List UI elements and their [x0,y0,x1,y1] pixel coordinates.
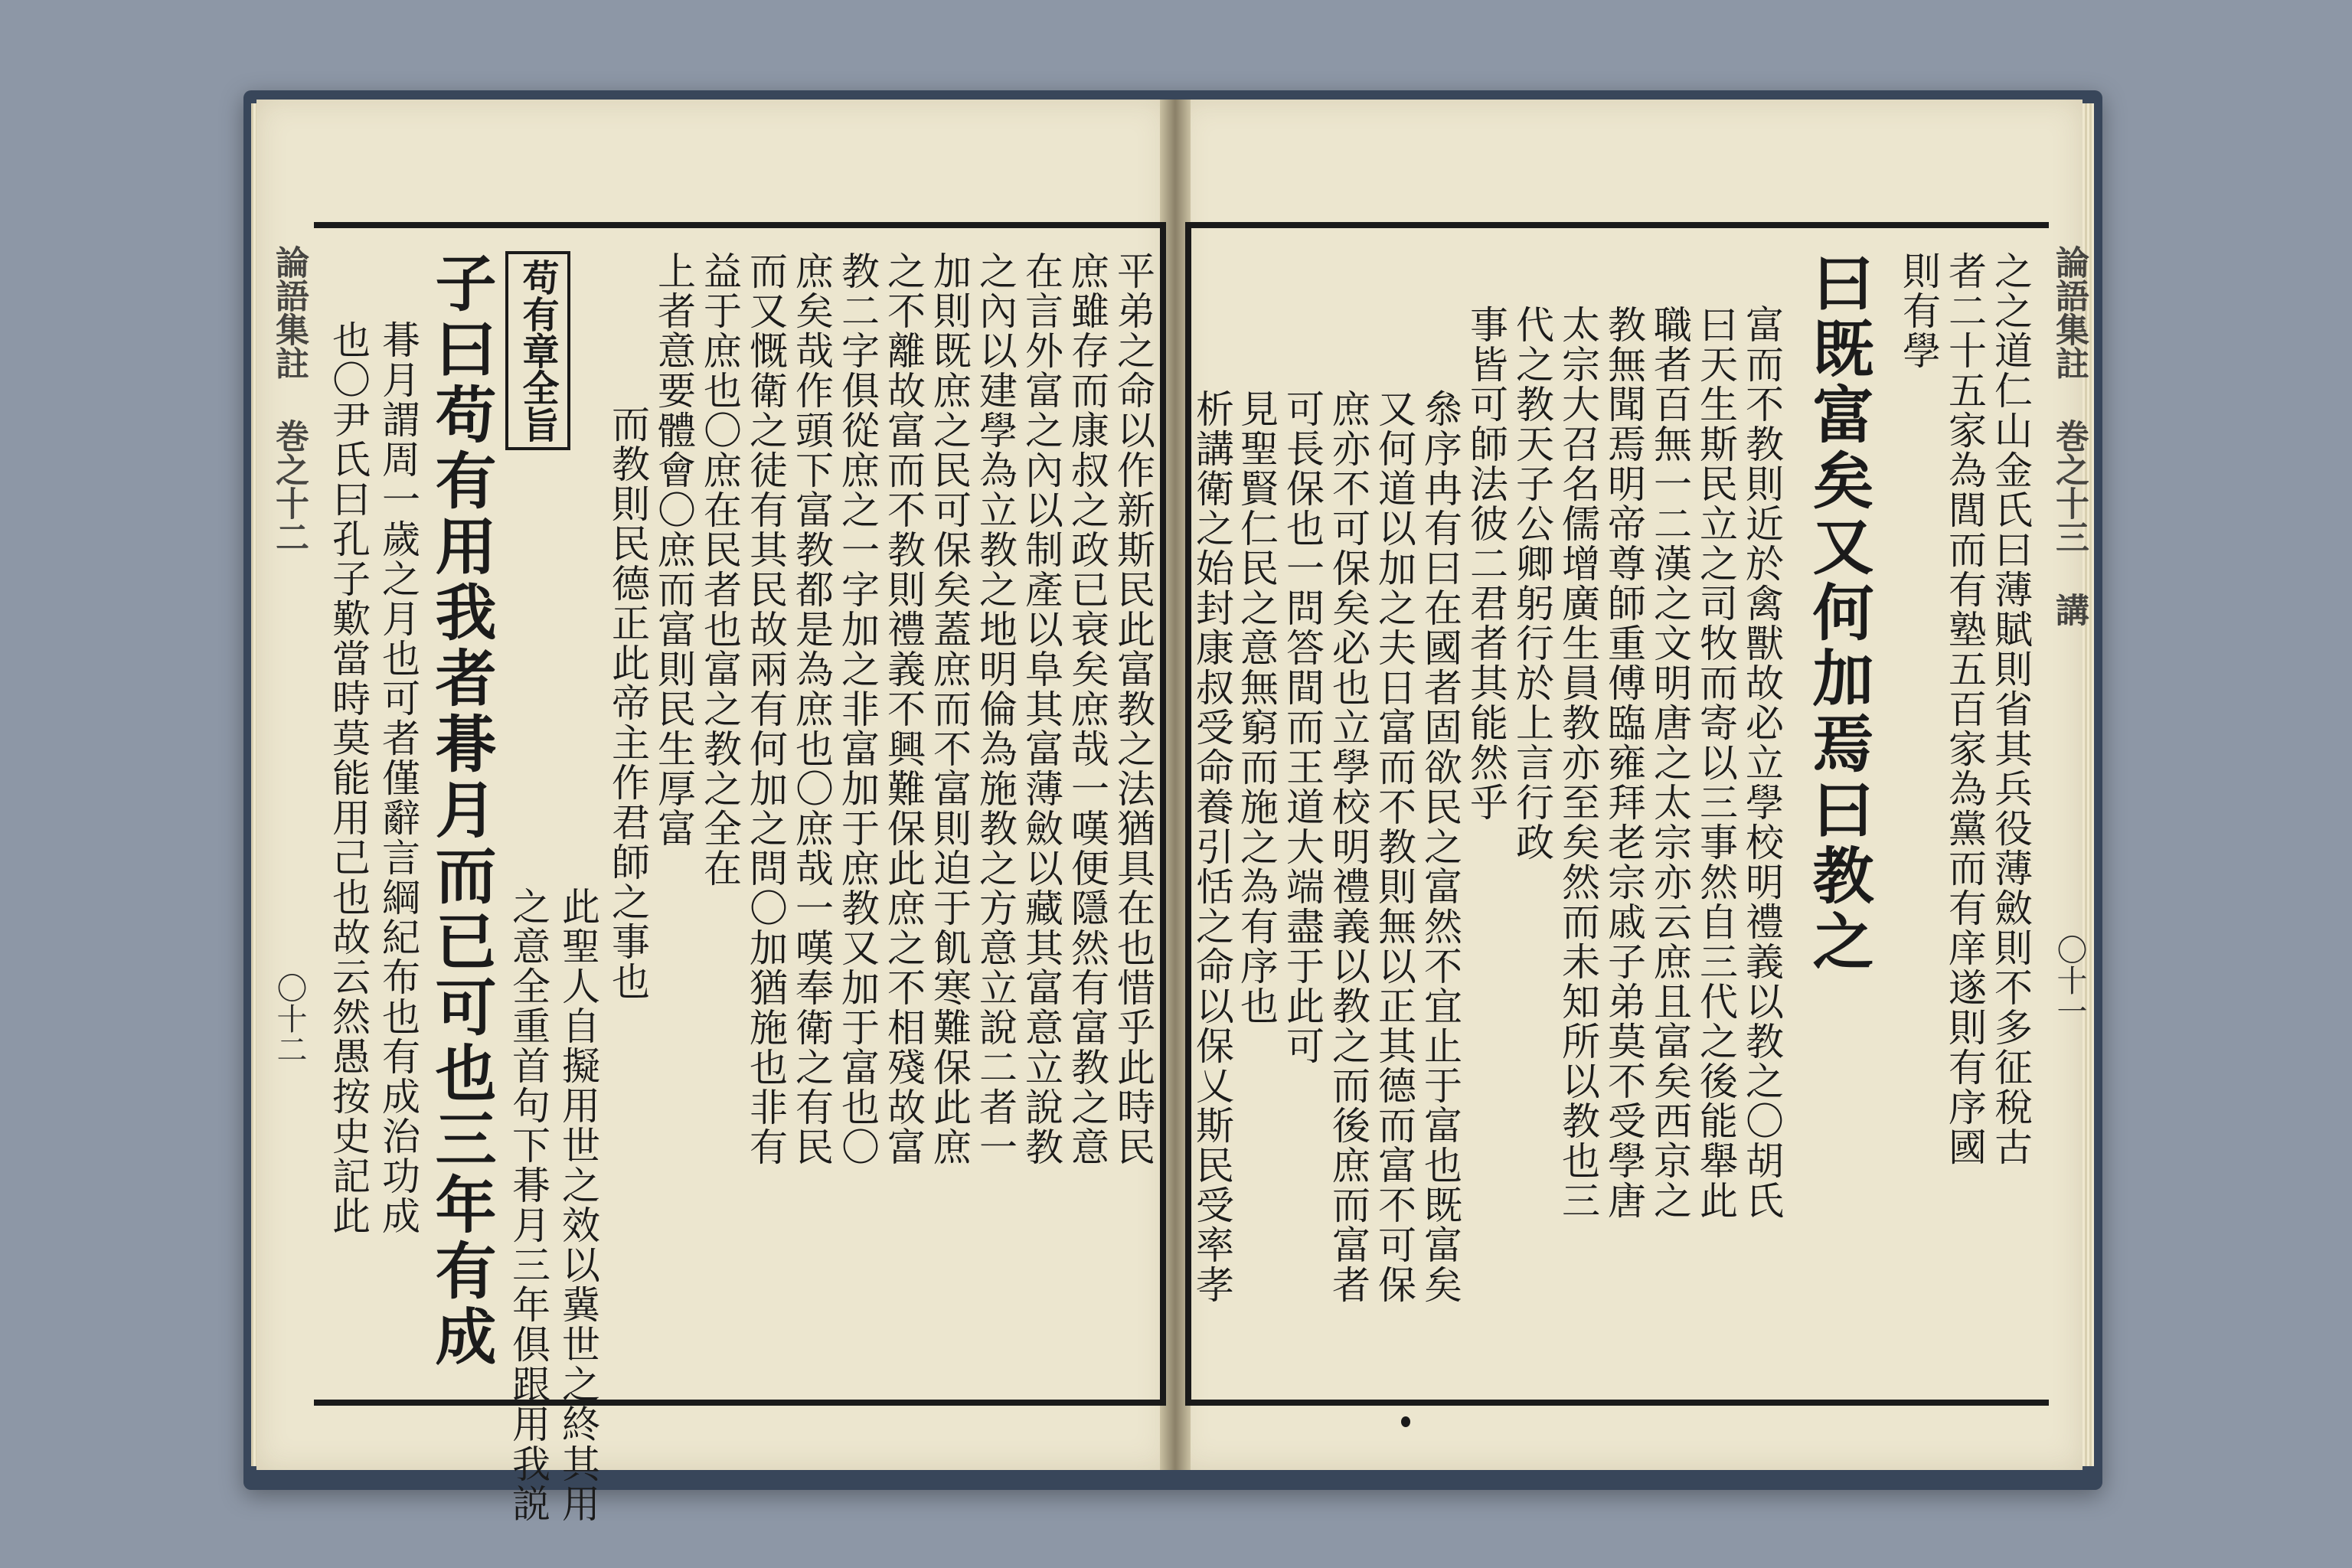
text-column: 職者百無一二漢之文明唐之太宗亦云庶且富矣西京之 [1648,305,1692,1220]
left-text-frame [314,222,1166,1524]
text-column: 曰天生斯民立之司牧而寄以三事然自三代之後能舉此 [1694,305,1738,1220]
main-text: 曰既富矣又何加焉曰教之 [1802,251,1874,975]
text-column: 也〇尹氏曰孔子歎當時莫能用己也故云然愚按史記此 [326,320,371,1236]
text-column: 可長保也一問答間而王道大端盡于此可 [1280,389,1325,1066]
text-column: 見聖賢仁民之意無窮而施之為有序也 [1234,389,1279,1026]
chapter-heading: 苟有章全旨 [505,251,570,450]
text-column: 益于庶也〇庶在民者也富之教之全在 [697,251,742,888]
text-column: 富而不教則近於禽獸故必立學校明禮義以教之〇胡氏 [1740,305,1784,1220]
text-column: 教二字俱從庶之一字加之非富加于庶教又加于富也〇 [835,251,880,1167]
text-column: 析講衛之始封康叔受命養引恬之命以保乂斯民受率孝 [1190,389,1234,1305]
text-column: 庶亦不可保矣必也立學校明禮義以教之而後庶而富者 [1326,389,1370,1305]
text-column: 太宗大召名儒增廣生員教亦至矣然而未知所以教也三 [1556,305,1600,1220]
text-column: 而又慨衛之徒有其民故兩有何加之問〇加猶施也非有 [743,251,788,1167]
text-column: 之意全重首句下朞月三年俱跟用我説 [506,887,550,1524]
text-column: 叅序冉有曰在國者固欲民之富然不宜止于富也既富矣 [1418,389,1462,1305]
text-column: 朞月謂周一歲之月也可者僅辭言綱紀布也有成治功成 [376,320,420,1236]
text-column: 庶雖存而康叔之政已衰矣庶哉一嘆便隱然有富教之意 [1065,251,1109,1167]
text-column: 教無聞焉明帝尊師重傅臨雍拜老宗戚子弟莫不受學唐 [1602,305,1646,1220]
text-column: 上者意要體會〇庶而富則民生厚富 [652,251,696,848]
text-column: 此聖人自擬用世之效以冀世之終其用 [556,887,600,1524]
text-column: 在言外富之內以制產以阜其富薄斂以藏其富意立說教 [1019,251,1063,1167]
main-text: 子曰苟有用我者朞月而已可也三年有成 [425,251,497,1370]
right-text-frame [1185,222,2049,1406]
text-column: 之之道仁山金氏曰薄賦則省其兵役薄斂則不多征稅古 [1988,251,2033,1167]
text-column: 而教則民德正此帝主作君師之事也 [606,404,650,1001]
right-page-number: 〇十一 [2052,934,2087,1026]
ink-spot [1401,1416,1410,1427]
text-column: 庶矣哉作頭下富教都是為庶也〇庶哉一嘆奉衛之有民 [789,251,834,1167]
text-column: 之內以建學為立教之地明倫為施教之方意立說二者一 [973,251,1018,1167]
text-column: 則有學 [1896,251,1941,371]
text-column: 之不離故富而不教則禮義不興難保此庶之不相殘故富 [881,251,926,1167]
text-column: 平弟之命以作新斯民此富教之法猶具在也惜乎此時民 [1111,251,1155,1167]
left-margin-title: 論語集註 巻之十二 [270,245,309,554]
text-column: 事皆可師法彼二君者其能然乎 [1464,305,1508,822]
text-column: 又何道以加之夫日富而不教則無以正其德而富不可保 [1372,389,1416,1305]
text-column: 者二十五家為閭而有塾五百家為黨而有庠遂則有序國 [1942,251,1987,1167]
text-column: 加則既庶之民可保矣蓋庶而不富則迫于飢寒難保此庶 [927,251,972,1167]
left-page-number: 〇十二 [272,972,307,1064]
text-column: 代之教天子公卿躬行於上言行政 [1510,305,1554,862]
right-margin-title: 論語集註 巻之十三 講 [2050,245,2089,626]
